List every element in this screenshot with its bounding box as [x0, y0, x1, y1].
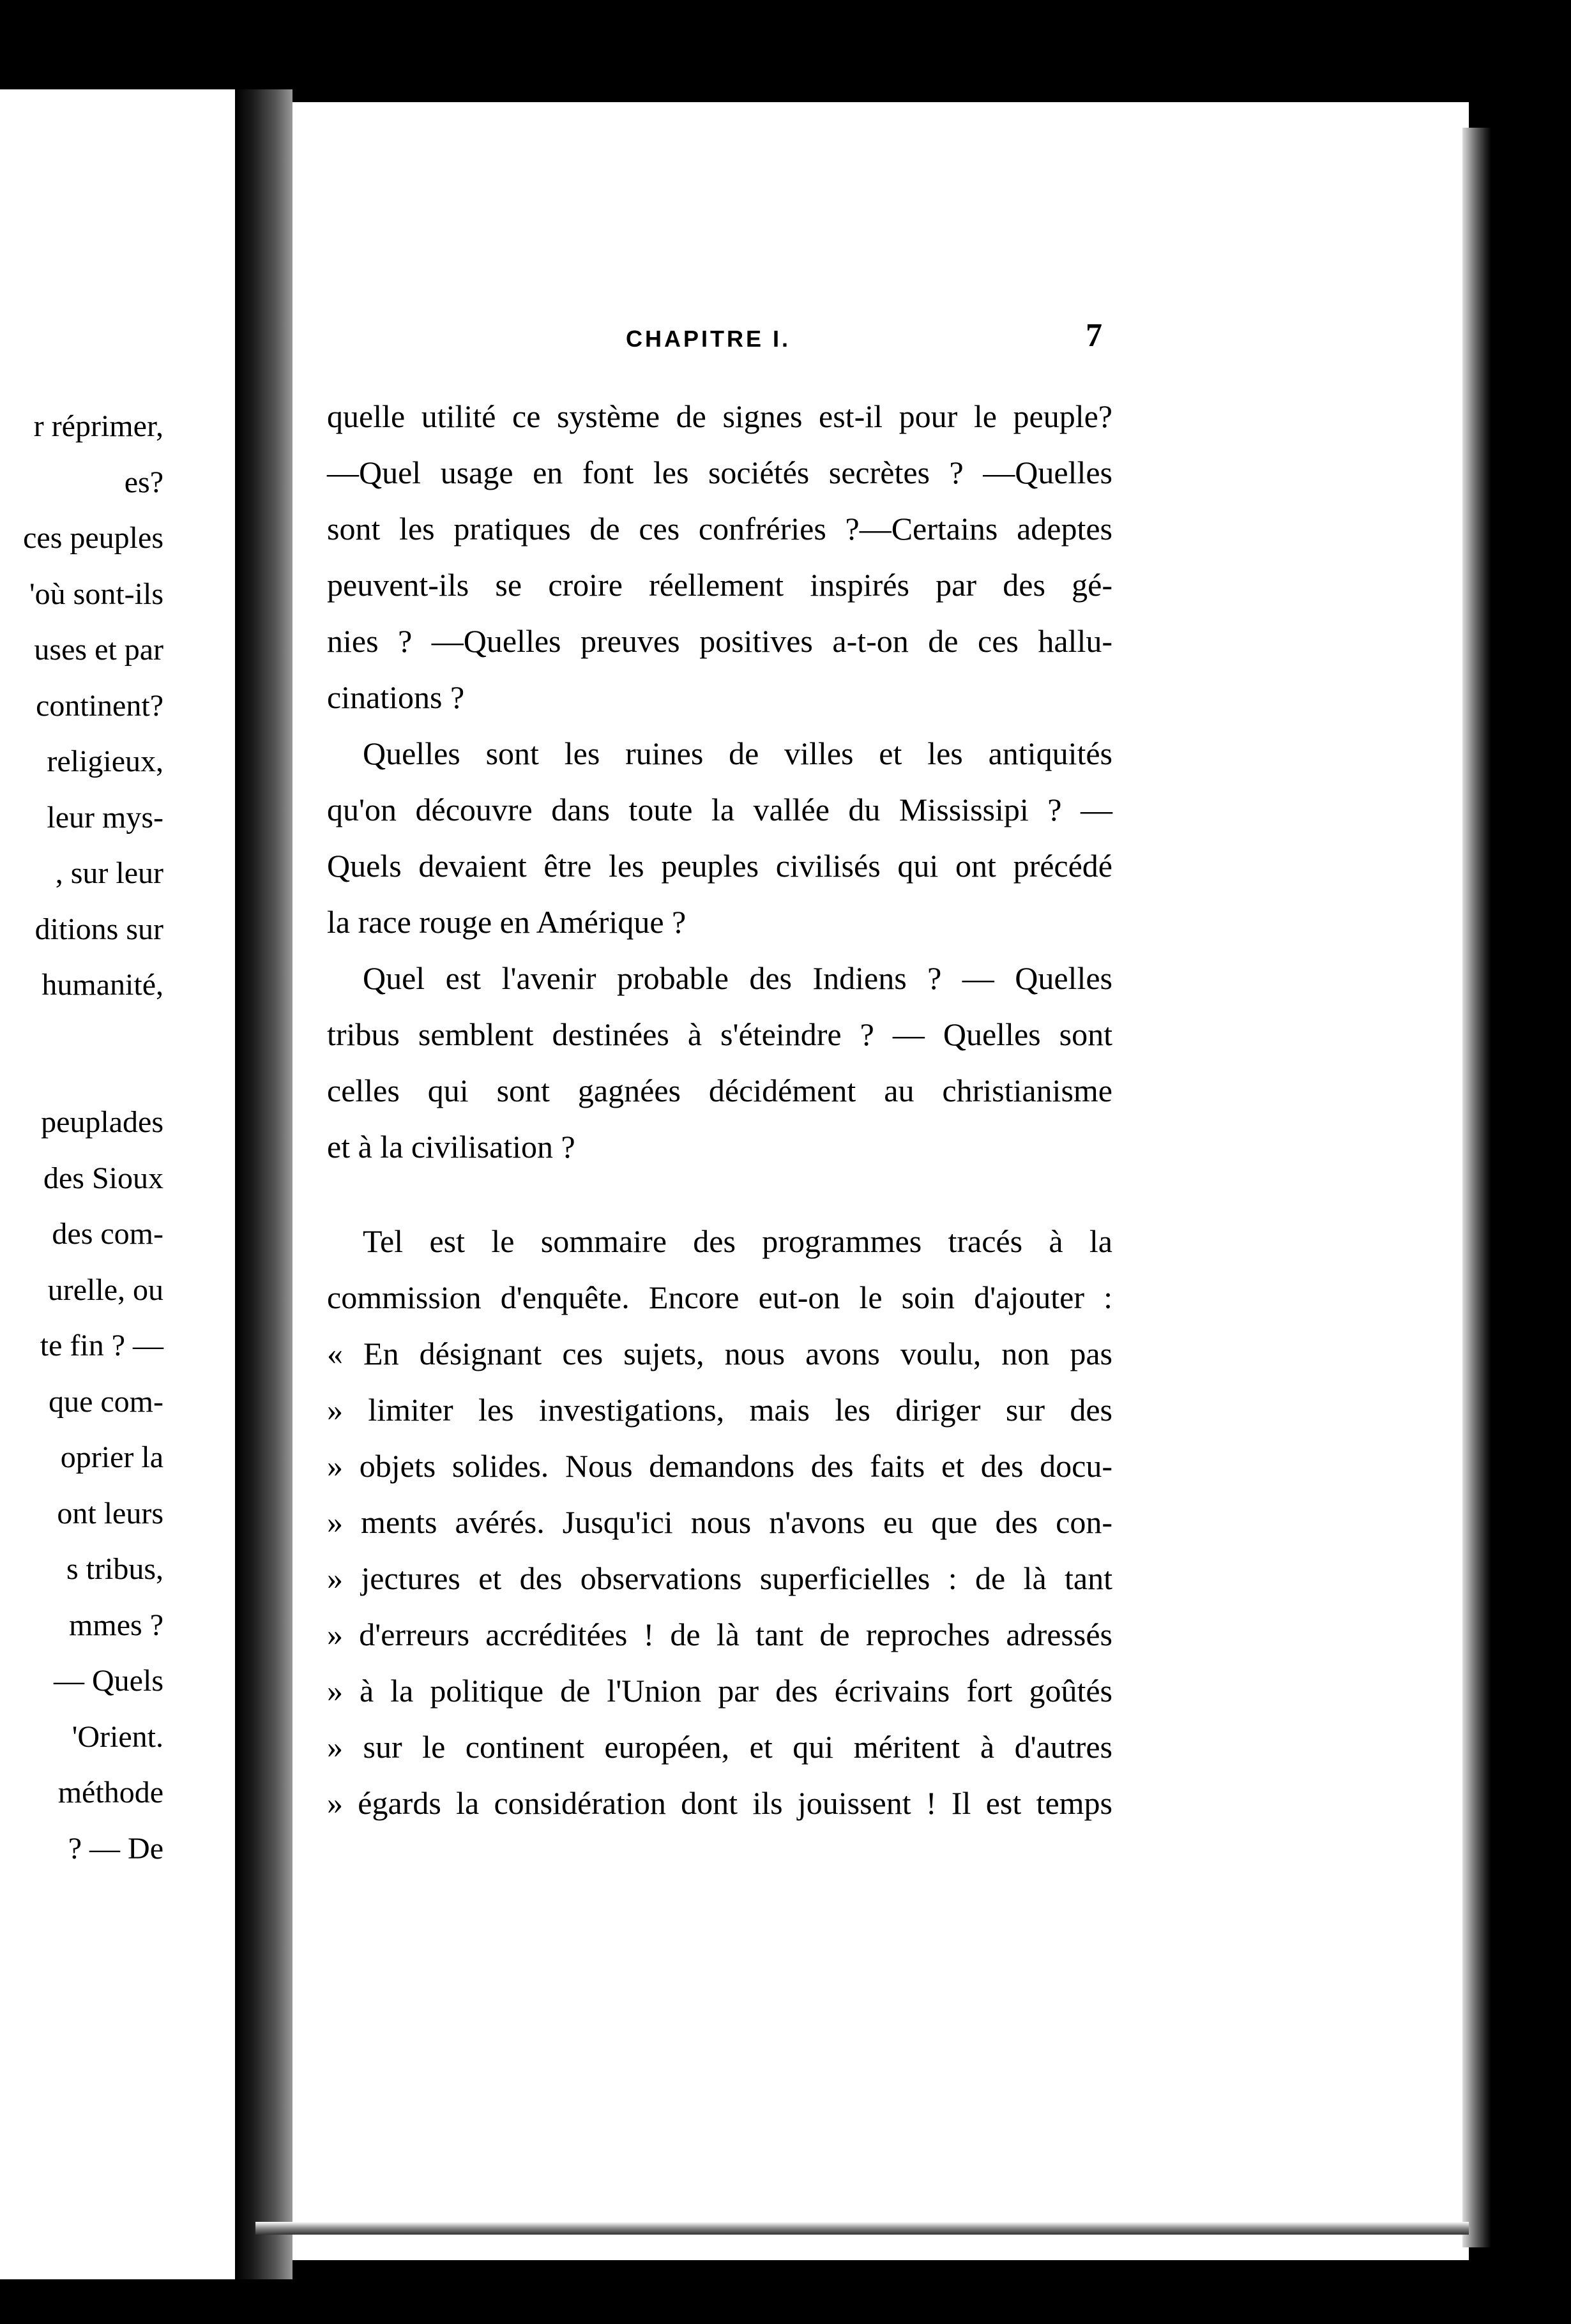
facing-page-line: 'Orient.	[72, 1719, 163, 1754]
facing-page-left	[0, 89, 235, 2279]
facing-page-line: des Sioux	[43, 1161, 163, 1195]
facing-page-line: des com-	[52, 1217, 163, 1251]
text-line: Quels devaient être les peuples civilisés qui ont précédé	[327, 848, 1112, 884]
page-body-text	[327, 388, 1112, 1831]
text-line: Quelles sont les ruines de villes et les antiquités	[363, 736, 1112, 771]
facing-page-line: s tribus,	[66, 1552, 163, 1586]
facing-page-line: ? — De	[68, 1831, 163, 1866]
facing-page-line: ces peuples	[23, 521, 163, 555]
text-line: Quel est l'avenir probable des Indiens ? — Quelles	[363, 960, 1112, 996]
facing-page-line: mmes ?	[69, 1608, 163, 1642]
facing-page-line: — Quels	[54, 1664, 163, 1698]
facing-page-line: te fin ? —	[40, 1329, 163, 1362]
book-gutter	[235, 89, 292, 2279]
paragraph	[327, 388, 1112, 725]
facing-page-line: peuplades	[41, 1105, 163, 1139]
facing-page-line: humanité,	[42, 968, 163, 1002]
text-line: quelle utilité ce système de signes est-il pour le peuple?	[327, 398, 1112, 434]
text-line: » sur le continent européen, et qui méritent à d'autres	[327, 1729, 1112, 1765]
text-line: « En désignant ces sujets, nous avons voulu, non pas	[327, 1336, 1112, 1371]
text-line: » à la politique de l'Union par des écrivains fort goûtés	[327, 1673, 1112, 1709]
page-edge-right	[1462, 128, 1491, 2247]
paragraph	[327, 950, 1112, 1175]
facing-page-line: continent?	[36, 688, 163, 723]
text-line: nies ? —Quelles preuves positives a-t-on de ces hallu-	[327, 623, 1112, 659]
facing-page-line: ditions sur	[34, 912, 163, 946]
facing-page-line: méthode	[57, 1776, 163, 1809]
text-line: commission d'enquête. Encore eut-on le soin d'ajouter :	[327, 1279, 1112, 1315]
facing-page-line: leur mys-	[47, 800, 163, 834]
text-line: Tel est le sommaire des programmes tracés à la	[363, 1223, 1112, 1259]
text-line: » jectures et des observations superficielles : de là tant	[327, 1560, 1112, 1596]
facing-page-line: uses et par	[34, 633, 163, 667]
text-line: qu'on découvre dans toute la vallée du Mississipi ? —	[327, 792, 1112, 827]
paragraph-gap	[327, 1175, 1112, 1213]
paragraph	[327, 725, 1112, 950]
facing-page-line: que com-	[49, 1384, 163, 1419]
paragraph	[327, 1213, 1112, 1831]
facing-page-line: oprier la	[60, 1440, 163, 1474]
text-line: » égards la considération dont ils jouissent ! Il est temps	[327, 1785, 1112, 1821]
text-line: » limiter les investigations, mais les diriger sur des	[327, 1392, 1112, 1428]
text-line: peuvent-ils se croire réellement inspirés par des gé-	[327, 567, 1112, 603]
facing-page-line: urelle, ou	[47, 1272, 163, 1307]
text-line: la race rouge en Amérique ?	[327, 904, 687, 940]
facing-page-line: r réprimer,	[33, 409, 163, 443]
text-line: » ments avérés. Jusqu'ici nous n'avons eu que des con-	[327, 1504, 1112, 1540]
page-edge-bottom	[255, 2222, 1469, 2235]
facing-page-line: es?	[124, 465, 163, 499]
facing-page-line: religieux,	[47, 744, 163, 778]
text-line: » d'erreurs accréditées ! de là tant de reproches adressés	[327, 1617, 1112, 1652]
text-line: celles qui sont gagnées décidément au christianisme	[327, 1073, 1112, 1108]
text-line: —Quel usage en font les sociétés secrètes ? —Quelles	[327, 455, 1112, 490]
text-line: et à la civilisation ?	[327, 1129, 575, 1165]
running-head: CHAPITRE I.	[626, 326, 791, 352]
facing-page-line: , sur leur	[55, 856, 163, 890]
text-line: tribus semblent destinées à s'éteindre ? — Quelles sont	[327, 1016, 1112, 1052]
text-line: cinations ?	[327, 679, 465, 715]
text-line: sont les pratiques de ces confréries ?—Certains adeptes	[327, 511, 1112, 547]
page-number: 7	[1086, 317, 1102, 354]
text-line: » objets solides. Nous demandons des faits et des docu-	[327, 1448, 1112, 1484]
facing-page-line: 'où sont-ils	[29, 577, 163, 611]
facing-page-line: ont leurs	[57, 1496, 163, 1530]
